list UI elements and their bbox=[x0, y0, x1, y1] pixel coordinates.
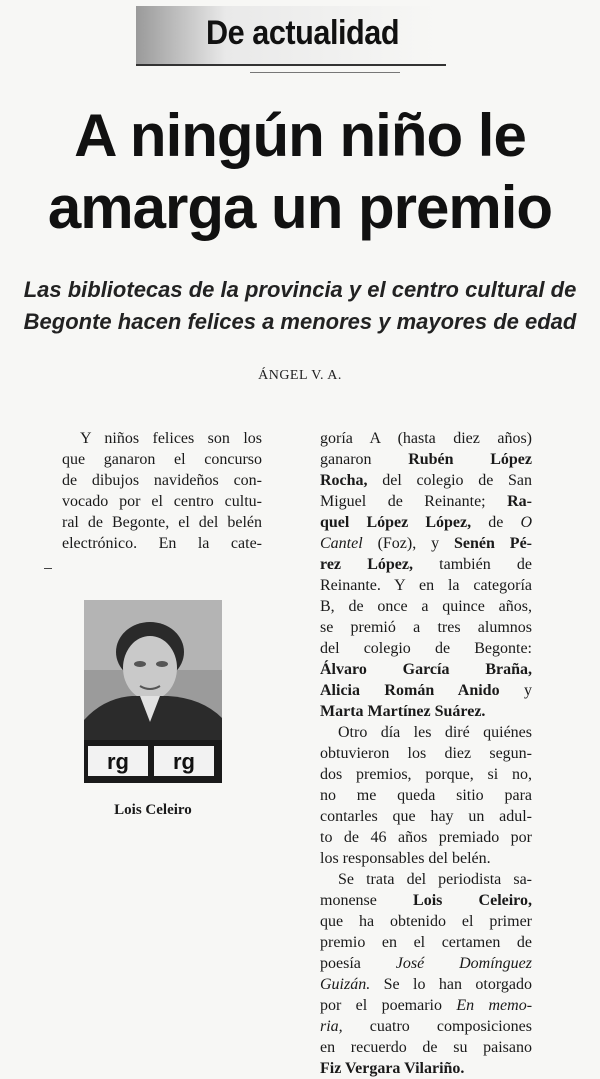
winner-name: Marta Martínez Suárez. bbox=[320, 703, 486, 720]
body-line: en recuerdo de su paisano bbox=[320, 1039, 532, 1056]
body-line: Se trata del periodista sa- bbox=[338, 871, 532, 888]
winner-name: Álvaro García Braña, bbox=[320, 661, 532, 678]
body-line: del colegio de Begonte: bbox=[320, 640, 532, 657]
body-line: Rocha, del colegio de San bbox=[320, 472, 532, 489]
body-line: que ganaron el concurso bbox=[62, 451, 262, 468]
author-photo bbox=[84, 600, 222, 783]
body-line: de dibujos navideños con- bbox=[62, 472, 262, 489]
section-title: De actualidad bbox=[206, 14, 400, 52]
photo-logo-right: rg bbox=[173, 749, 195, 774]
subheadline-line-2: Begonte hacen felices a menores y mayores de edad bbox=[23, 309, 577, 334]
body-line bbox=[320, 659, 532, 680]
winner-name: Alicia Román Anido bbox=[320, 682, 500, 699]
body-line: quel López López, de O bbox=[320, 514, 532, 531]
winner-name: Ra- bbox=[507, 493, 533, 510]
body-line: Otro día les diré quiénes bbox=[338, 724, 532, 741]
author-name: Lois Celeiro, bbox=[413, 892, 532, 909]
body-line: Reinante. Y en la categoría bbox=[320, 577, 532, 594]
body-line: rez López, también de bbox=[320, 556, 532, 573]
body-line: ral de Begonte, el del belén bbox=[62, 514, 262, 531]
body-line: Y niños felices son los bbox=[80, 430, 262, 447]
body-line: to de 46 años premiado por bbox=[320, 829, 532, 846]
photo-logo-left: rg bbox=[107, 749, 129, 774]
winner-name: quel López López, bbox=[320, 514, 472, 531]
author-photo-image bbox=[84, 600, 222, 783]
body-line: monense Lois Celeiro, bbox=[320, 892, 532, 909]
body-line bbox=[320, 701, 532, 722]
body-line: Cantel (Foz), y Senén Pé- bbox=[320, 535, 532, 552]
body-line: no me queda sitio para bbox=[320, 787, 532, 804]
body-line: Alicia Román Anido y bbox=[320, 682, 532, 699]
body-line bbox=[320, 1058, 532, 1079]
column-mark bbox=[44, 568, 52, 569]
body-line: los responsables del belén. bbox=[320, 850, 491, 867]
winner-name: rez López, bbox=[320, 556, 413, 573]
body-line: poesía José Domínguez bbox=[320, 955, 532, 972]
body-line: vocado por el centro cultu- bbox=[62, 493, 262, 510]
subheadline-line-1: Las bibliotecas de la provincia y el centro cultural de bbox=[23, 277, 577, 302]
headline bbox=[0, 100, 600, 244]
subheadline bbox=[0, 274, 600, 338]
body-line: electrónico. En la cate- bbox=[62, 535, 262, 552]
section-divider-thin bbox=[250, 72, 400, 73]
byline: ÁNGEL V. A. bbox=[258, 368, 342, 383]
body-line: obtuvieron los diez segun- bbox=[320, 745, 532, 762]
headline-line-1: A ningún niño le bbox=[74, 102, 526, 169]
poet-name: Fiz Vergara Vilariño. bbox=[320, 1060, 465, 1077]
body-line: contarles que hay un adul- bbox=[320, 808, 532, 825]
photo-caption: Lois Celeiro bbox=[114, 802, 192, 818]
headline-line-2: amarga un premio bbox=[47, 174, 553, 241]
winner-name: Rubén López bbox=[408, 451, 532, 468]
body-line: ria, cuatro composiciones bbox=[320, 1018, 532, 1035]
body-line: ganaron Rubén López bbox=[320, 451, 532, 468]
body-line: dos premios, porque, si no, bbox=[320, 766, 532, 783]
winner-name: Rocha, bbox=[320, 472, 368, 489]
section-divider bbox=[136, 64, 446, 66]
winner-name: Senén Pé- bbox=[454, 535, 532, 552]
body-line: B, de once a quince años, bbox=[320, 598, 532, 615]
body-line: que ha obtenido el primer bbox=[320, 913, 532, 930]
article-column-right bbox=[320, 428, 532, 1079]
article-column-left bbox=[62, 428, 262, 554]
body-line: premio en el certamen de bbox=[320, 934, 532, 951]
body-line: goría A (hasta diez años) bbox=[320, 430, 532, 447]
body-line: Miguel de Reinante; Ra- bbox=[320, 493, 533, 510]
body-line: se premió a tres alumnos bbox=[320, 619, 532, 636]
body-line: Guizán. Se lo han otorgado bbox=[320, 976, 532, 993]
body-line: por el poemario En memo- bbox=[320, 997, 533, 1014]
